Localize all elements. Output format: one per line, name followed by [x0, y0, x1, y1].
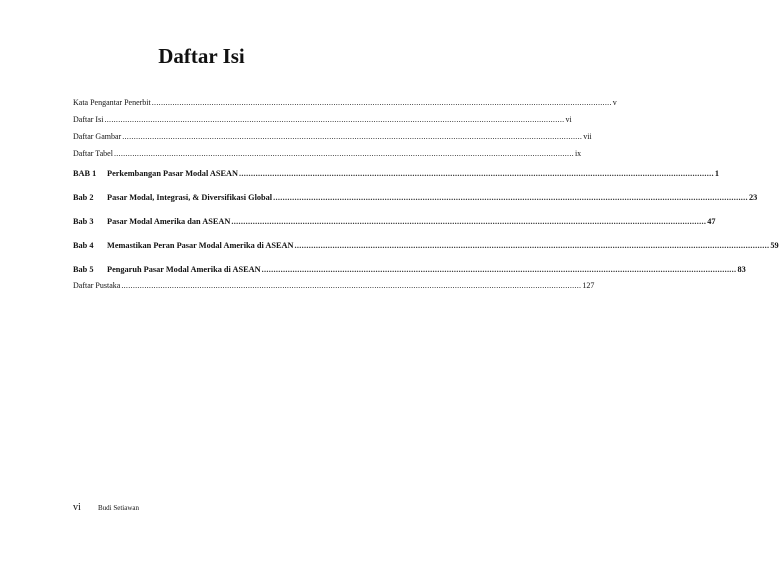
toc-entry-title: Pengaruh Pasar Modal Amerika di ASEAN: [107, 265, 261, 274]
toc-page-number: vii: [583, 132, 592, 141]
toc-dot-leader: ........................................................................................................................................................................................................: [104, 115, 565, 124]
toc-dot-leader: ........................................................................................................................................................................................................: [113, 149, 574, 158]
toc-entry-title: Daftar Tabel: [73, 149, 113, 158]
toc-dot-leader: ........................................................................................................................................................................................................: [239, 169, 714, 178]
toc-entry-title: Pasar Modal Amerika dan ASEAN: [107, 217, 231, 226]
toc-dot-leader: ........................................................................................................................................................................................................: [151, 98, 612, 107]
toc-entry: [73, 240, 779, 252]
author-name: Budi Setiawan: [98, 504, 140, 512]
toc-page-number: 59: [770, 241, 779, 250]
toc-chapter-number: Bab 3: [73, 217, 94, 226]
toc-entry-title: Memastikan Peran Pasar Modal Amerika di ASEAN: [107, 241, 294, 250]
page-footer: [73, 502, 139, 513]
toc-page-number: ix: [574, 149, 582, 158]
toc-entry-title: Kata Pengantar Penerbit: [73, 98, 151, 107]
toc-dot-leader: ........................................................................................................................................................................................................: [294, 241, 770, 250]
toc-page-number: vi: [565, 115, 572, 124]
toc-chapter-number: Bab 4: [73, 241, 94, 250]
toc-entry: [73, 264, 746, 276]
toc-page-number: 83: [737, 265, 746, 274]
page-title: Daftar Isi: [158, 44, 245, 68]
toc-entry-title: Perkembangan Pasar Modal ASEAN: [107, 169, 238, 178]
page-folio: vi: [73, 502, 81, 513]
toc-chapter-number: BAB 1: [73, 169, 97, 178]
toc-dot-leader: ........................................................................................................................................................................................................: [261, 265, 737, 274]
toc-page-number: 127: [582, 281, 595, 290]
toc-dot-leader: ........................................................................................................................................................................................................: [273, 193, 748, 202]
toc-entry: [73, 148, 582, 160]
toc-dot-leader: ........................................................................................................................................................................................................: [122, 132, 583, 141]
toc-entry: [73, 168, 719, 180]
toc-dot-leader: ........................................................................................................................................................................................................: [121, 281, 582, 290]
toc-page-number: 23: [748, 193, 758, 202]
toc-chapter-number: Bab 2: [73, 193, 94, 202]
toc-page-number: v: [612, 98, 617, 107]
toc-entry-title: Pasar Modal, Integrasi, & Diversifikasi Global: [107, 193, 273, 202]
toc-entry: [73, 114, 572, 126]
toc-entry: [73, 192, 758, 204]
toc-page-number: 47: [707, 217, 716, 226]
toc-entry-title: Daftar Pustaka: [73, 281, 121, 290]
toc-entry-title: Daftar Isi: [73, 115, 104, 124]
toc-entry: [73, 280, 595, 292]
toc-entry: [73, 216, 716, 228]
toc-entry: [73, 97, 617, 109]
toc-page-number: 1: [714, 169, 719, 178]
toc-chapter-number: Bab 5: [73, 265, 94, 274]
toc-dot-leader: ........................................................................................................................................................................................................: [231, 217, 707, 226]
toc-entry: [73, 131, 592, 143]
toc-entry-title: Daftar Gambar: [73, 132, 122, 141]
